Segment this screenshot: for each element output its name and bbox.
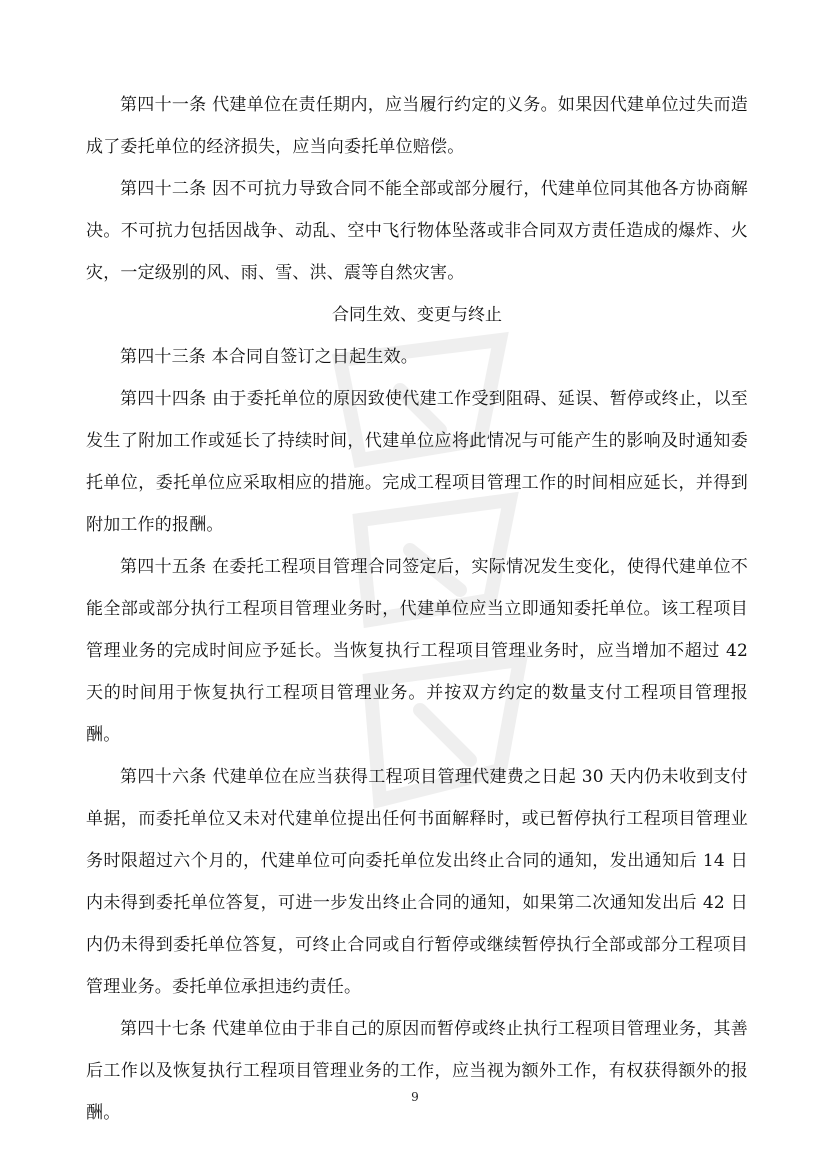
article-45-paragraph: 第四十五条 在委托工程项目管理合同签定后，实际情况发生变化，使得代建单位不能全部或部分执行工程项目管理业务时，代建单位应当立即通知委托单位。该工程项目管理业务的完成时间应予延长。当恢复执行工程项目管理业务时，应当增加不超过 42 天的时间用于恢复执行工程项目管理业务。并按双方约定的数量支付工程项目管理报酬。 [86,557,748,745]
page-number: 9 [411,1090,419,1104]
article-47-paragraph: 第四十七条 代建单位由于非自己的原因而暂停或终止执行工程项目管理业务，其善后工作以及恢复执行工程项目管理业务的工作，应当视为额外工作，有权获得额外的报酬。 [86,1019,748,1123]
article-44-paragraph: 第四十四条 由于委托单位的原因致使代建工作受到阻碍、延误、暂停或终止，以至发生了附加工作或延长了持续时间，代建单位应将此情况与可能产生的影响及时通知委托单位，委托单位应采取相应的措施。完成工程项目管理工作的时间相应延长，并得到附加工作的报酬。 [86,389,748,535]
document-body [86,84,748,1134]
article-43-paragraph: 第四十三条 本合同自签订之日起生效。 [120,347,419,367]
article-46-paragraph: 第四十六条 代建单位在应当获得工程项目管理代建费之日起 30 天内仍未收到支付单据，而委托单位又未对代建单位提出任何书面解释时，或已暂停执行工程项目管理业务时限超过六个月的，代建单位可向委托单位发出终止合同的通知，发出通知后 14 日内未得到委托单位答复，可进一步发出终止合同的通知，如果第二次通知发出后 42 日内仍未得到委托单位答复，可终止合同或自行暂停或继续暂停执行全部或部分工程项目管理业务。委托单位承担违约责任。 [86,767,748,997]
article-42-paragraph: 第四十二条 因不可抗力导致合同不能全部或部分履行，代建单位同其他各方协商解决。不可抗力包括因战争、动乱、空中飞行物体坠落或非合同双方责任造成的爆炸、火灾，一定级别的风、雨、雪、洪、震等自然灾害。 [86,179,748,283]
section-heading: 合同生效、变更与终止 [332,305,502,325]
article-41-paragraph: 第四十一条 代建单位在责任期内，应当履行约定的义务。如果因代建单位过失而造成了委托单位的经济损失，应当向委托单位赔偿。 [86,95,748,157]
